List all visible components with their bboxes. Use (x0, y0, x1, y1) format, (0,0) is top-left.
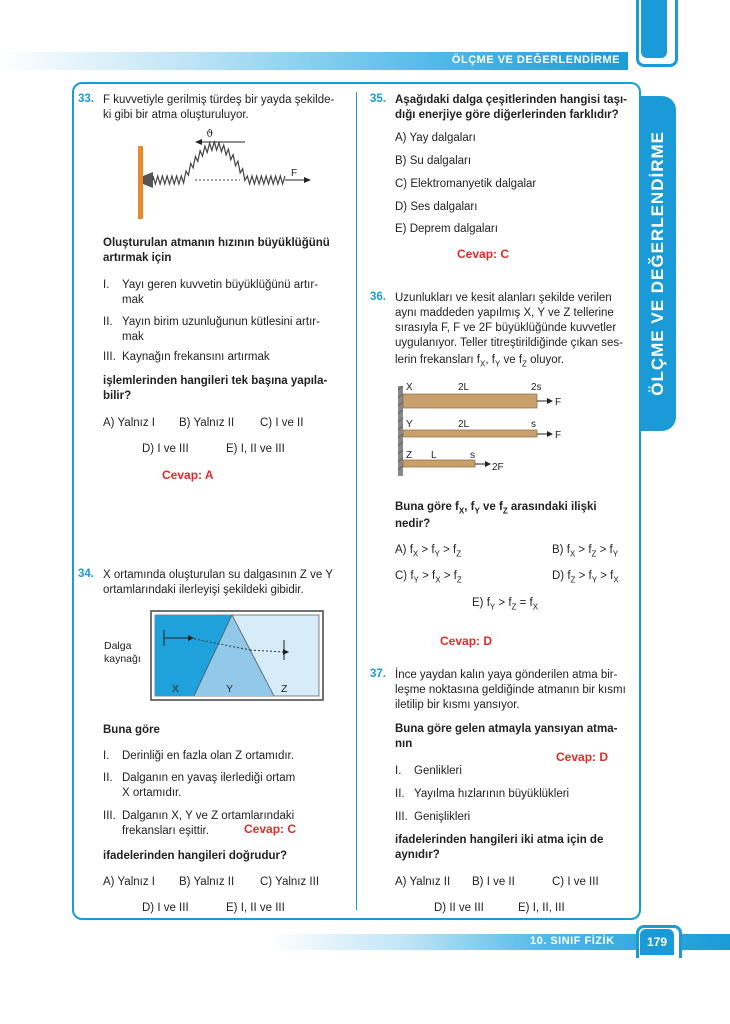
q34-item1-number: I. (103, 750, 110, 762)
velocity-label: ϑ (206, 129, 214, 140)
q36-answer: Cevap: D (440, 634, 493, 648)
column-divider (356, 92, 357, 910)
q33-item1-line2: mak (122, 294, 144, 306)
q37-question-line2: aynıdır? (395, 849, 440, 861)
q34-option-d[interactable]: D) I ve III (142, 902, 189, 914)
q34-item2-number: II. (103, 772, 113, 784)
q35-option-b[interactable]: B) Su dalgaları (395, 155, 472, 167)
q34-question: ifadelerinden hangileri doğrudur? (103, 850, 288, 862)
q36-option-a[interactable]: A) $f_X > f_Y > f_Z$ (395, 544, 462, 559)
q34-option-e[interactable]: E) I, II ve III (226, 902, 285, 914)
q36-stem-line1: Uzunlukları ve kesit alanları şekilde verilen (395, 292, 612, 304)
q37-stem-line3: iletilip bir kısmı yansıyor. (395, 699, 520, 711)
q34-item3-number: III. (103, 810, 116, 822)
q35-option-e[interactable]: E) Deprem dalgaları (395, 223, 498, 235)
q37-item3-number: III. (395, 811, 408, 823)
q34-wave-tank-figure (150, 610, 325, 702)
q36-stem-line2: aynı maddeden yapılmış X, Y ve Z tellerine (395, 307, 614, 319)
q34-stem-line1: X ortamında oluşturulan su dalgasının Z ve Y (103, 569, 333, 581)
q34-number: 34. (78, 568, 94, 580)
q35-answer: Cevap: C (457, 247, 510, 261)
q37-stem-line2: leşme noktasına geldiğinde atmanın bir kısmı (395, 684, 626, 696)
medium-y-label: Y (226, 683, 234, 695)
q37-prompt-line1: Buna göre gelen atmayla yansıyan atma- (395, 723, 618, 735)
q33-item1-number: I. (103, 279, 110, 291)
q34-item3-line2: frekansları eşittir. (122, 825, 209, 837)
wire-y-force: F (555, 430, 562, 441)
q33-option-e[interactable]: E) I, II ve III (226, 443, 285, 455)
q36-option-c[interactable]: C) $f_Y > f_X > f_Z$ (395, 570, 462, 585)
q33-item1-line1: Yayı geren kuvvetin büyüklüğünü artır- (122, 279, 319, 291)
q37-item1-number: I. (395, 765, 402, 777)
q36-stem-line5: lerin frekansları $f_X$, $f_Y$ ve $f_Z$ oluyor. (395, 354, 564, 369)
q34-prompt: Buna göre (103, 724, 160, 736)
wire-z-force: 2F (492, 462, 504, 473)
q34-option-a[interactable]: A) Yalnız I (103, 876, 155, 888)
q33-item3-line1: Kaynağın frekansını artırmak (122, 351, 270, 363)
q36-option-d[interactable]: D) $f_Z > f_Y > f_X$ (552, 570, 619, 585)
q33-option-c[interactable]: C) I ve II (260, 417, 304, 429)
page-number: 179 (640, 929, 674, 955)
q34-item2-line2: X ortamıdır. (122, 787, 182, 799)
q33-item3-number: III. (103, 351, 116, 363)
q33-stem-line2: ki gibi bir atma oluşturuluyor. (103, 109, 249, 121)
top-tab-fill (641, 0, 667, 58)
q34-stem-line2: ortamlarındaki ilerleyişi şekildeki gibidir. (103, 584, 304, 596)
q36-prompt-line2: nedir? (395, 518, 431, 530)
q37-stem-line1: İnce yaydan kalın yaya gönderilen atma bir- (395, 669, 618, 681)
q37-option-a[interactable]: A) Yalnız II (395, 876, 451, 888)
q37-option-d[interactable]: D) II ve III (434, 902, 484, 914)
wave-source-label: Dalga kaynağı (104, 640, 141, 665)
q37-item2-number: II. (395, 788, 405, 800)
wire-x-label: X (406, 382, 413, 393)
q33-number: 33. (78, 93, 94, 105)
wire-z-area: s (470, 450, 475, 461)
q33-option-b[interactable]: B) Yalnız II (179, 417, 235, 429)
wire-z-length: L (431, 450, 437, 461)
medium-z-label: Z (281, 683, 288, 695)
q36-number: 36. (370, 291, 386, 303)
q35-option-a[interactable]: A) Yay dalgaları (395, 132, 476, 144)
footer-subject: 10. SINIF FİZİK (530, 935, 615, 947)
q34-option-b[interactable]: B) Yalnız II (179, 876, 235, 888)
q35-stem-line2: dığı enerjiye göre diğerlerinden farklıdır? (395, 109, 619, 121)
q37-question-line1: ifadelerinden hangileri iki atma için de (395, 834, 604, 846)
q33-answer: Cevap: A (162, 468, 214, 482)
wire-y-label: Y (406, 419, 413, 430)
q34-item3-line1: Dalganın X, Y ve Z ortamlarındaki (122, 810, 295, 822)
q35-stem-line1: Aşağıdaki dalga çeşitlerinden hangisi taşı- (395, 94, 627, 106)
q35-option-d[interactable]: D) Ses dalgaları (395, 201, 478, 213)
q36-option-e[interactable]: E) $f_Y > f_Z = f_X$ (472, 597, 539, 612)
q36-option-b[interactable]: B) $f_X > f_Z > f_Y$ (552, 544, 619, 559)
force-label: F (291, 168, 298, 179)
q34-item2-line1: Dalganın en yavaş ilerlediği ortam (122, 772, 296, 784)
q37-option-e[interactable]: E) I, II, III (518, 902, 565, 914)
q33-option-d[interactable]: D) I ve III (142, 443, 189, 455)
q37-item3-line1: Genişlikleri (414, 811, 471, 823)
q37-number: 37. (370, 668, 386, 680)
q33-question-line2: bilir? (103, 390, 132, 402)
q37-option-b[interactable]: B) I ve II (472, 876, 515, 888)
side-tab-label: ÖLÇME VE DEĞERLENDİRME (648, 131, 667, 396)
q33-option-a[interactable]: A) Yalnız I (103, 417, 155, 429)
q36-prompt-line1: Buna göre $f_X$, $f_Y$ ve $f_Z$ arasındaki ilişki (395, 501, 597, 516)
q33-item2-line2: mak (122, 331, 144, 343)
wire-y-length: 2L (458, 419, 470, 430)
header-title: ÖLÇME VE DEĞERLENDİRME (451, 54, 620, 66)
wire-y-area: s (531, 419, 536, 430)
q35-number: 35. (370, 93, 386, 105)
q37-prompt-line2: nın (395, 738, 413, 750)
q33-prompt-line1: Oluşturulan atmanın hızının büyüklüğünü (103, 237, 330, 249)
q37-item2-line1: Yayılma hızlarının büyüklükleri (414, 788, 570, 800)
q36-stem-line4: uygulanıyor. Teller titreştirildiğinde çıkan ses- (395, 337, 623, 349)
spring-coil (153, 142, 285, 184)
q33-prompt-line2: artırmak için (103, 252, 172, 264)
q33-spring-figure (135, 128, 315, 223)
q36-stem-line3: sırasıyla F, F ve 2F büyüklüğünde kuvvetler (395, 322, 617, 334)
q33-stem-line1: F kuvvetiyle gerilmiş türdeş bir yayda şekilde- (103, 94, 335, 106)
q36-wires-figure (398, 378, 578, 478)
q33-question-line1: işlemlerinden hangileri tek başına yapıla- (103, 375, 328, 387)
q37-option-c[interactable]: C) I ve III (552, 876, 599, 888)
wire-x-area: 2s (531, 382, 542, 393)
q34-item1-line1: Derinliği en fazla olan Z ortamıdır. (122, 750, 294, 762)
q37-answer: Cevap: D (556, 750, 609, 764)
q33-item2-number: II. (103, 316, 113, 328)
q33-item2-line1: Yayın birim uzunluğunun kütlesini artır- (122, 316, 320, 328)
wire-z-label: Z (406, 450, 413, 461)
wire-x-length: 2L (458, 382, 470, 393)
q35-option-c[interactable]: C) Elektromanyetik dalgalar (395, 178, 537, 190)
medium-x-label: X (172, 683, 180, 695)
q34-option-c[interactable]: C) Yalnız III (260, 876, 320, 888)
wire-x-force: F (555, 397, 562, 408)
q37-item1-line1: Genlikleri (414, 765, 462, 777)
q34-answer: Cevap: C (244, 822, 297, 836)
